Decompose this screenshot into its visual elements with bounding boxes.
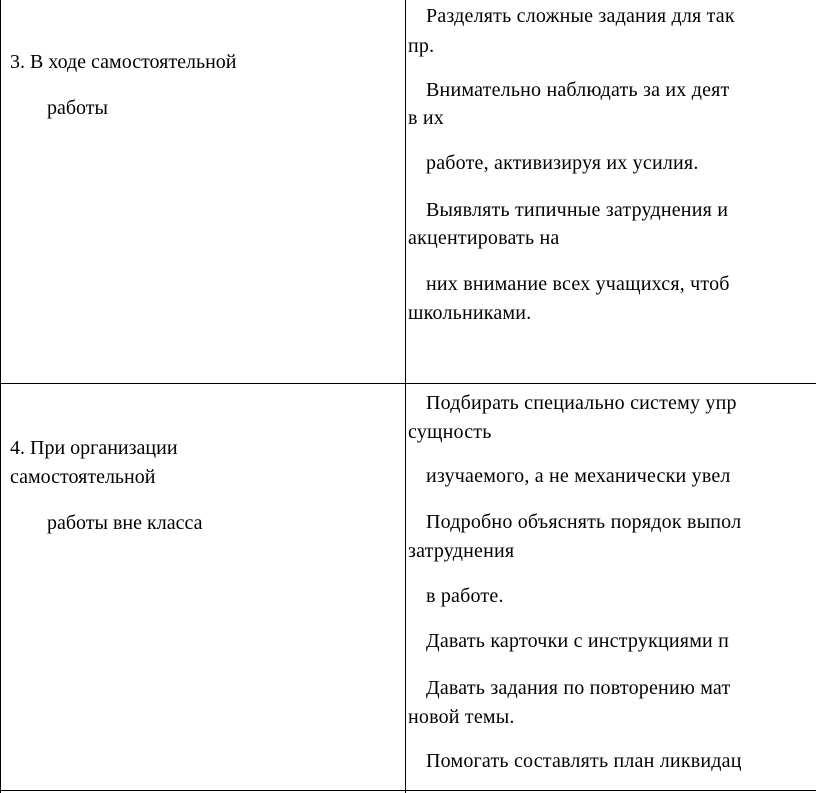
row-3-text-line-8: них внимание всех учащихся, чтоб (426, 273, 730, 295)
row-3-text-line-6: Выявлять типичные затруднения и (426, 199, 729, 221)
row-3-text-line-1: Разделять сложные задания для так (426, 5, 735, 27)
row-4-text-line-8: Давать задания по повторению мат (426, 677, 731, 699)
row-4-text-line-1: Подбирать специально систему упр (426, 392, 737, 414)
row-3-heading-line-1: 3. В ходе самостоятельной (10, 51, 237, 73)
row-4-text-line-10: Помогать составлять план ликвидац (426, 750, 742, 772)
row-4-heading-line-2: самостоятельной (10, 466, 156, 488)
row-4-text-line-3: изучаемого, а не механически увел (426, 465, 731, 487)
row-3-text-line-3: Внимательно наблюдать за их деят (426, 79, 730, 101)
row-3-text-line-7: акцентировать на (408, 227, 560, 249)
row-4-text-line-5: затруднения (408, 540, 515, 562)
row-3-text-line-5: работе, активизируя их усилия. (426, 152, 699, 174)
row-4-text-line-7: Давать карточки с инструкциями п (426, 630, 730, 652)
table-left-border (0, 0, 1, 793)
row-4-text-line-2: сущность (408, 421, 492, 443)
row-3-text-line-4: в их (408, 107, 444, 129)
right-column (405, 0, 816, 793)
row-4-text-line-6: в работе. (426, 585, 504, 607)
row-4-heading-line-3: работы вне класса (47, 512, 203, 534)
row-3-text-line-9: школьниками. (408, 302, 532, 324)
row-4-heading-line-1: 4. При организации (10, 437, 178, 459)
row-4-text-line-4: Подробно объяснять порядок выпол (426, 511, 742, 533)
row-3-heading-line-2: работы (47, 97, 108, 119)
row-4-text-line-9: новой темы. (408, 706, 515, 728)
row-3-text-line-2: пр. (408, 35, 435, 57)
